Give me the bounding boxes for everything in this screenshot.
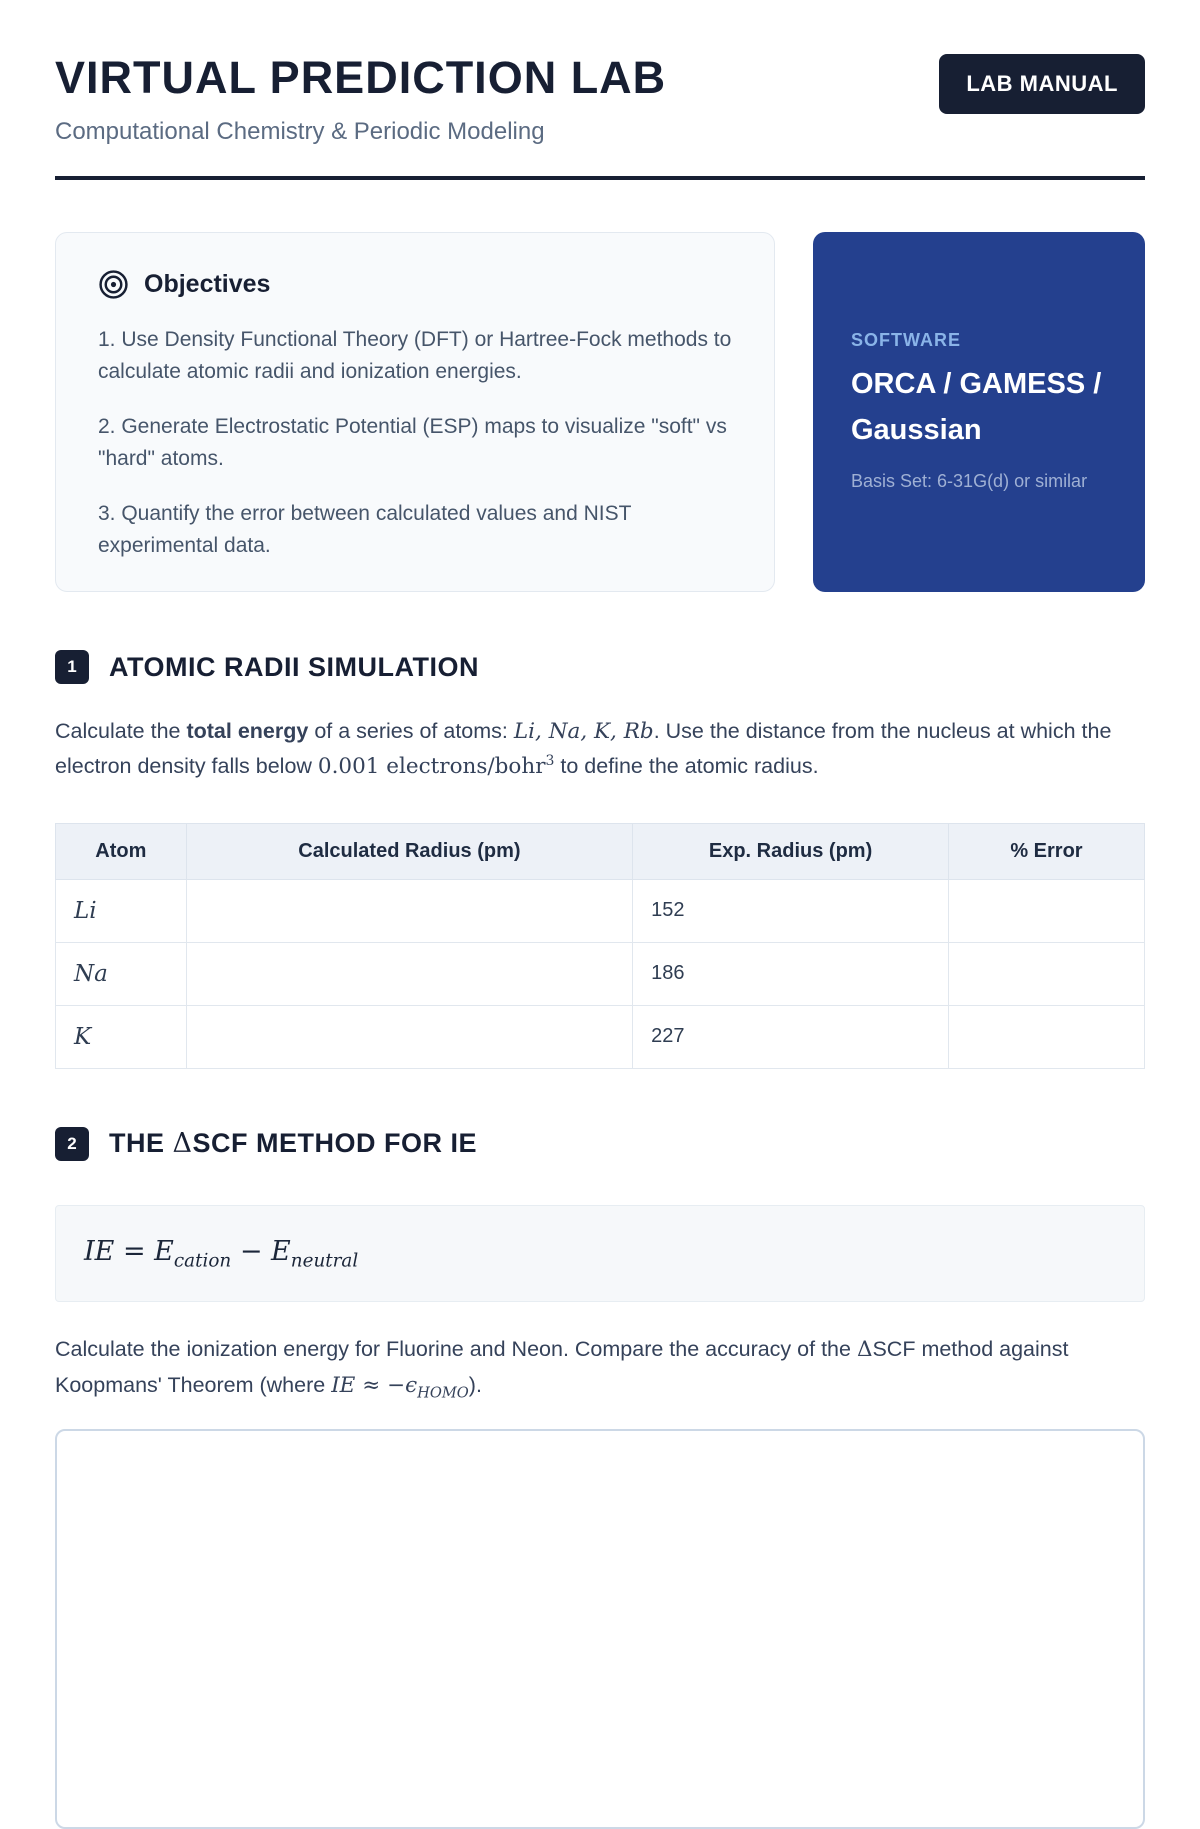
atomic-radii-table (55, 823, 1145, 1069)
answer-box (55, 1429, 1145, 1829)
body-text: ). (468, 1372, 482, 1397)
intro-math-exponent: 3 (545, 753, 555, 770)
objectives-title: Objectives (144, 270, 271, 298)
formula-equals: = (114, 1235, 155, 1267)
percent-error-cell (948, 942, 1144, 1005)
software-label: SOFTWARE (851, 330, 961, 351)
percent-error-cell (948, 879, 1144, 942)
intro-panels (55, 232, 1145, 592)
exp-radius-cell: 186 (633, 942, 949, 1005)
formula-e-cation: E (154, 1235, 174, 1267)
lab-manual-badge[interactable]: LAB MANUAL (939, 54, 1145, 114)
exp-radius-cell: 152 (633, 879, 949, 942)
column-header-atom: Atom (56, 823, 187, 879)
calculated-radius-cell (186, 879, 632, 942)
column-header-calculated-radius: Calculated Radius (pm) (186, 823, 632, 879)
objective-item-3: 3. Quantify the error between calculated values and NIST experimental data. (98, 502, 632, 557)
atom-cell-k: K (56, 1005, 187, 1068)
column-header-exp-radius: Exp. Radius (pm) (633, 823, 949, 879)
formula-minus: − (231, 1235, 272, 1267)
section-2-title-text: THE (109, 1128, 173, 1159)
calculated-radius-cell (186, 942, 632, 1005)
intro-text: to define the atomic radius. (554, 754, 819, 779)
header-divider (55, 176, 1145, 180)
page-subtitle: Computational Chemistry & Periodic Modeling (55, 118, 545, 145)
table-header-row (56, 823, 1145, 879)
section-1-number-badge: 1 (55, 650, 89, 684)
delta-symbol: Δ (856, 1337, 873, 1363)
intro-text: of a series of atoms: (308, 719, 514, 743)
section-2-title-text: SCF METHOD FOR IE (192, 1128, 478, 1159)
koopmans-math: IE ≈ −ϵ (331, 1372, 418, 1398)
formula-ie: IE (84, 1235, 115, 1267)
objective-item-1: 1. Use Density Functional Theory (DFT) or Hartree-Fock methods to calculate atomic radii and ionization energies. (98, 328, 732, 383)
ie-formula-box (55, 1205, 1145, 1302)
calculated-radius-cell (186, 1005, 632, 1068)
body-text: Calculate the ionization energy for Fluorine and Neon. Compare the accuracy of the (55, 1337, 857, 1362)
section-2-title (109, 1128, 477, 1159)
formula-e-neutral: E (271, 1235, 291, 1267)
atom-cell-na: Na (56, 942, 187, 1005)
section-2-number-badge: 2 (55, 1127, 89, 1161)
table-row (56, 879, 1145, 942)
intro-text: Calculate the (55, 719, 187, 743)
exp-radius-cell: 227 (633, 1005, 949, 1068)
software-card (813, 232, 1145, 592)
objectives-header (98, 269, 732, 300)
column-header-percent-error: % Error (948, 823, 1144, 879)
software-basis-set: Basis Set: 6-31G(d) or similar (851, 470, 1088, 491)
koopmans-math-sub: HOMO (417, 1384, 469, 1402)
section-2-body (55, 1332, 1145, 1405)
intro-math-atoms: Li, Na, K, Rb (513, 719, 654, 744)
body-text: SCF method against Koopmans' Theorem (where (55, 1337, 1069, 1397)
intro-math-density: 0.001 electrons/bohr (317, 754, 546, 780)
page-title: VIRTUAL PREDICTION LAB (55, 52, 667, 103)
header (55, 52, 1145, 146)
percent-error-cell (948, 1005, 1144, 1068)
objective-item-2: 2. Generate Electrostatic Potential (ESP) maps to visualize "soft" vs "hard" atoms. (98, 415, 727, 470)
delta-symbol: Δ (172, 1128, 193, 1160)
section-1-title: ATOMIC RADII SIMULATION (109, 651, 479, 682)
section-1-intro (55, 714, 1145, 785)
header-text (55, 52, 666, 146)
objectives-panel (55, 232, 775, 592)
section-1-header (55, 650, 1145, 684)
software-name: ORCA / GAMESS / Gaussian (851, 368, 1102, 447)
ie-formula (84, 1235, 359, 1272)
atom-cell-li: Li (56, 879, 187, 942)
table-row (56, 1005, 1145, 1068)
table-row (56, 942, 1145, 1005)
intro-bold-total-energy: total energy (186, 719, 309, 743)
formula-sub-neutral: neutral (290, 1250, 359, 1272)
intro-text: . Use the distance from the nucleus at which the electron density falls below (55, 719, 1112, 779)
formula-sub-cation: cation (173, 1250, 232, 1272)
target-icon (98, 269, 129, 300)
section-2-header (55, 1127, 1145, 1161)
